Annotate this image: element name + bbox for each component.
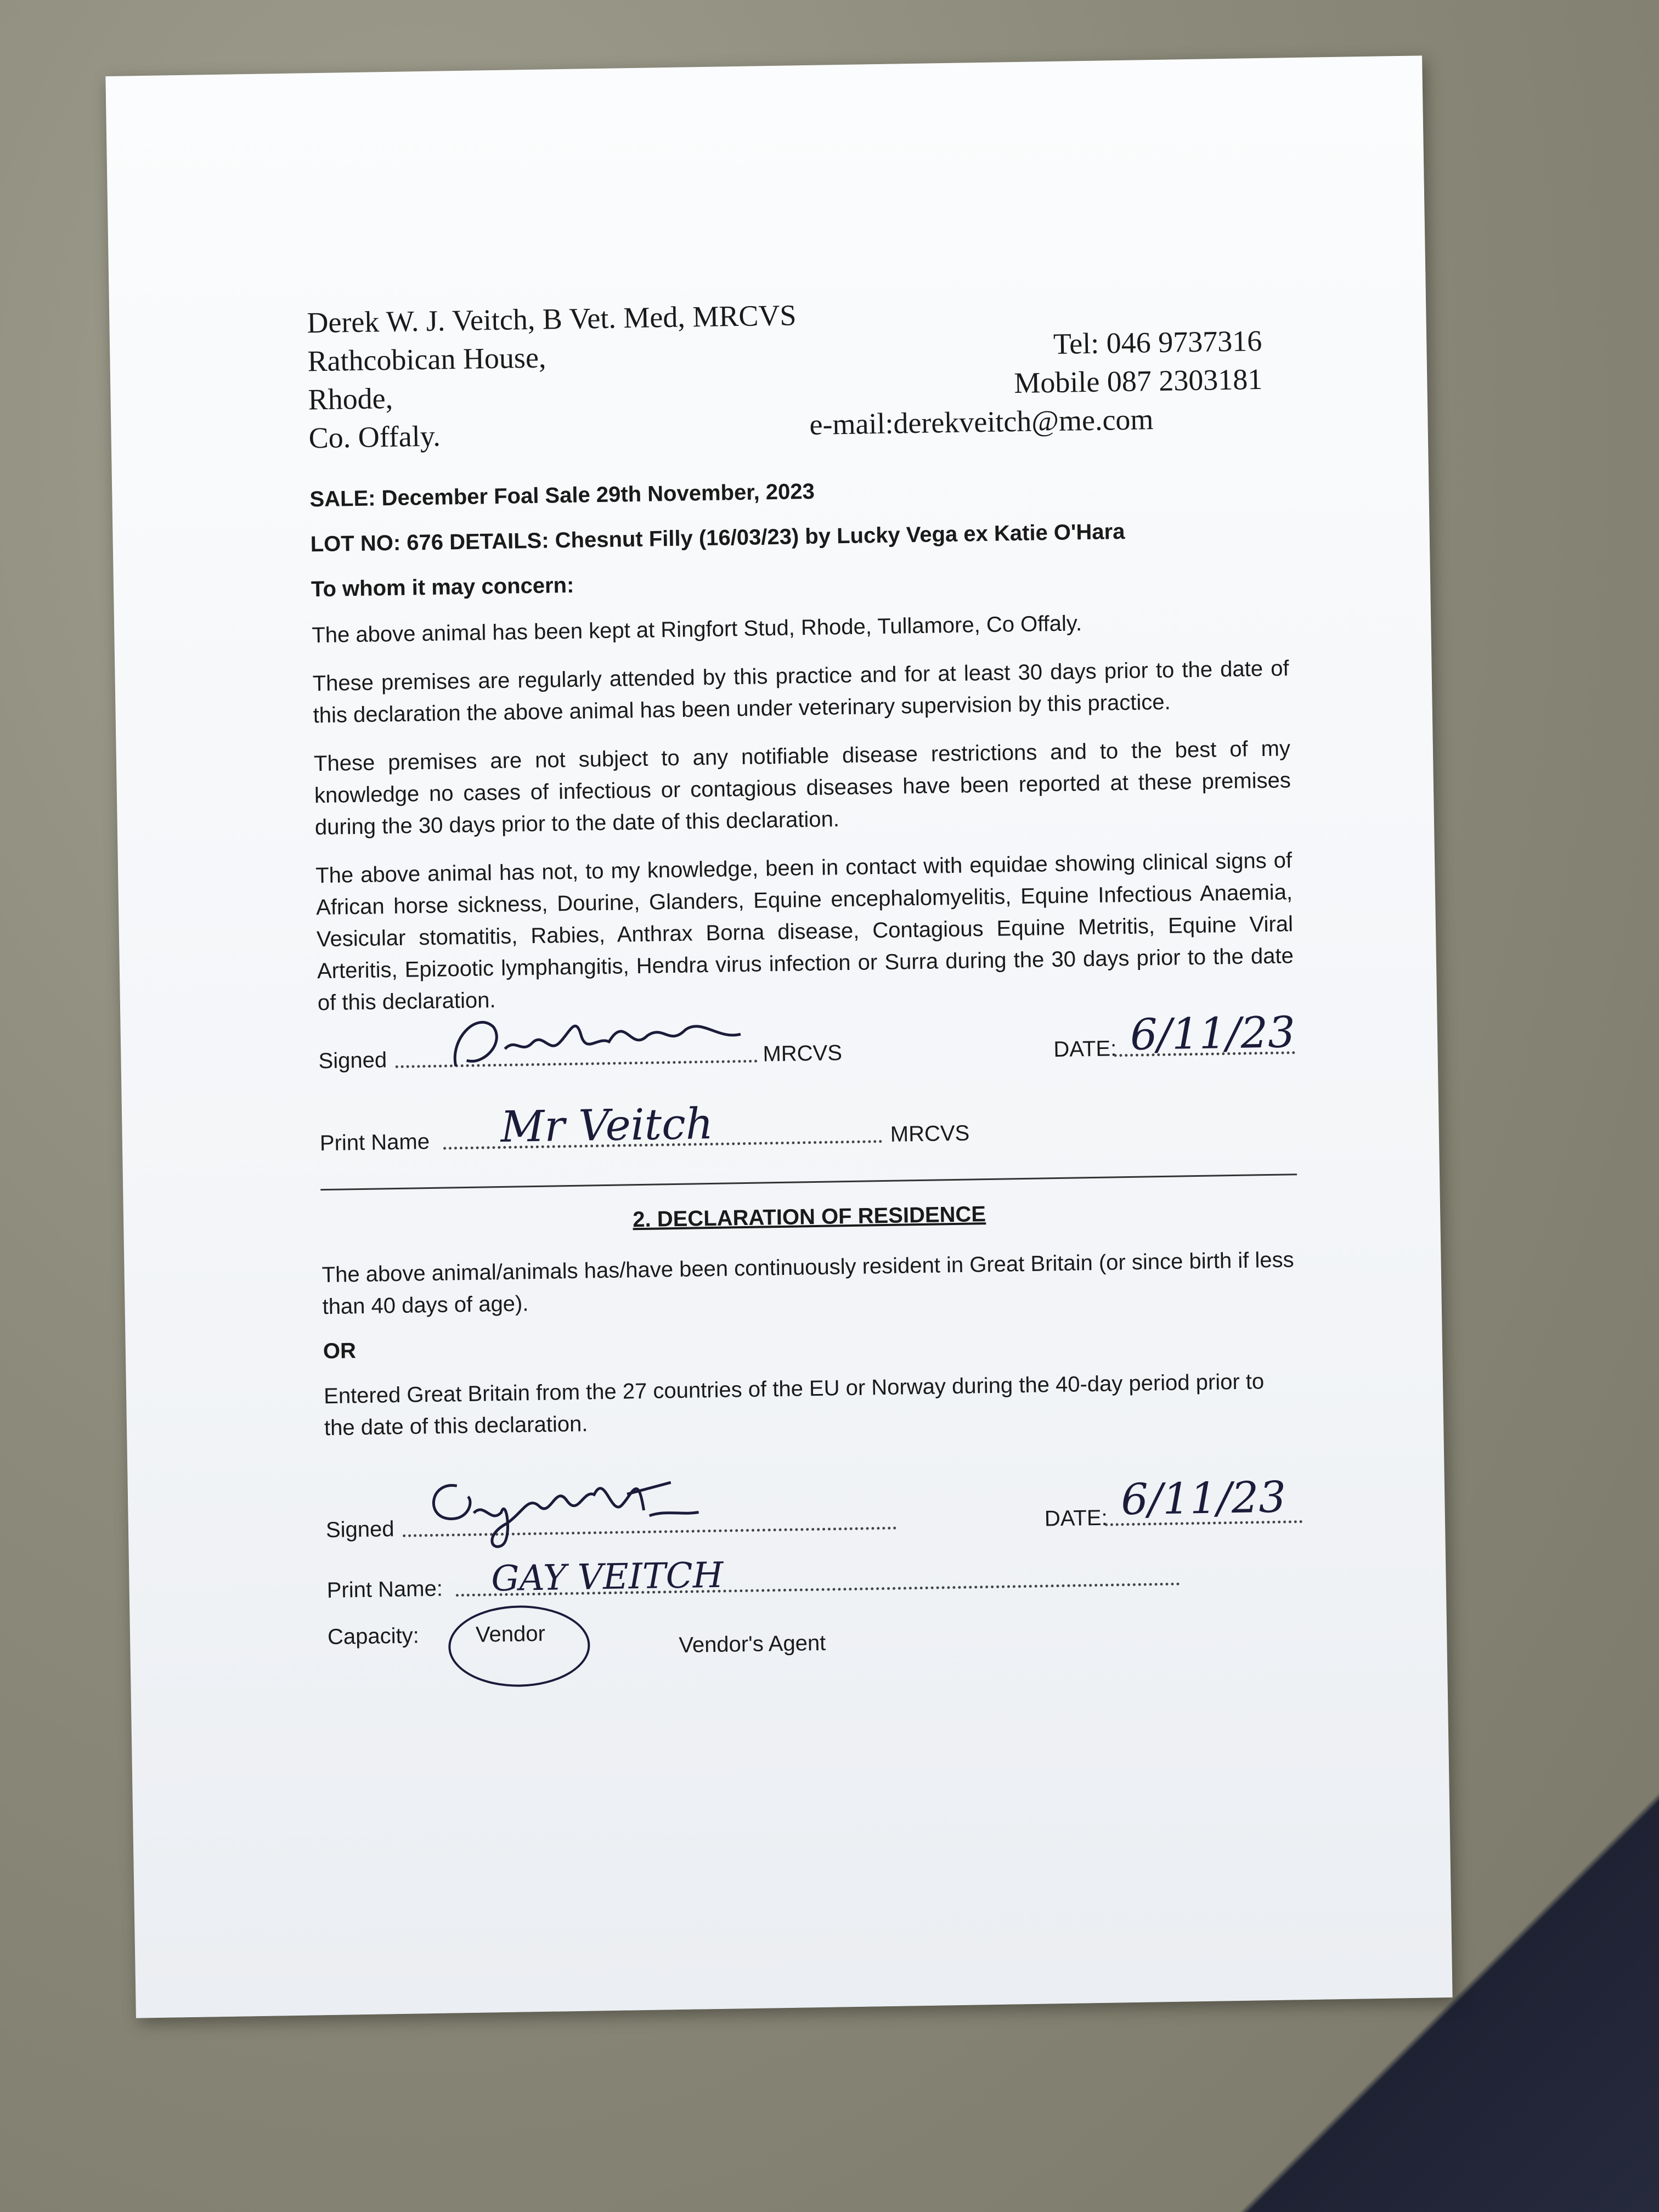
vet-name: Derek W. J. Veitch, B Vet. Med, MRCVS	[306, 298, 797, 340]
letterhead	[307, 288, 1286, 484]
date-label: DATE:	[1053, 1036, 1117, 1062]
address-line-2: Rhode,	[308, 381, 393, 416]
signed-label: Signed	[318, 1048, 387, 1074]
residence-or: OR	[323, 1339, 357, 1364]
print-mrcvs-label: MRCVS	[890, 1121, 970, 1147]
sale-line: SALE: December Foal Sale 29th November, 2023	[309, 479, 815, 512]
document-page	[105, 55, 1452, 2018]
paragraph-supervision: These premises are regularly attended by this practice and for at least 30 days prior to the date of this declaration the above animal has been under veterinary supervision by this practice.	[312, 656, 1289, 728]
address-line-1: Rathcobican House,	[307, 341, 546, 378]
vet-date-value: 6/11/23	[1130, 1008, 1296, 1060]
residence-print-name-label: Print Name:	[326, 1576, 443, 1603]
lot-line: LOT NO: 676 DETAILS: Chesnut Filly (16/03/23) by Lucky Vega ex Katie O'Hara	[310, 519, 1125, 557]
section-divider	[320, 1173, 1297, 1190]
mrcvs-label: MRCVS	[763, 1041, 843, 1066]
letterhead-address	[307, 295, 857, 458]
telephone: Tel: 046 9737316	[1053, 324, 1262, 360]
capacity-label: Capacity:	[327, 1623, 420, 1650]
document-content	[307, 288, 1305, 1691]
paragraph-diseases: The above animal has not, to my knowledge, been in contact with equidae showing clinical signs of African horse sickness, Dourine, Glanders, Equine encephalomyelitis, Equine Infectious Anaemia, Vesicular stomatitis, Rabies, Anthrax Borna disease, Contagious Equine Metritis, Equine Viral Arteritis, Epizootic lymphangitis, Hendra virus infection or Surra during the 30 days prior to the date of this declaration.	[315, 848, 1294, 1015]
capacity-line	[327, 1599, 1305, 1691]
salutation: To whom it may concern:	[311, 573, 574, 602]
residence-paragraph-2: Entered Great Britain from the 27 countries of the EU or Norway during the 40-day period prior to the date of this declaration.	[323, 1369, 1265, 1441]
paragraph-restrictions: These premises are not subject to any notifiable disease restrictions and to the best of my knowledge no cases of infectious or contagious diseases have been reported at these premises during the 30 days prior to the date of this declaration.	[313, 736, 1291, 840]
vet-print-name-line	[319, 1069, 1296, 1167]
residence-paragraph-1: The above animal/animals has/have been continuously resident in Great Britain (or since birth if less than 40 days of age).	[321, 1248, 1294, 1319]
capacity-option-agent: Vendor's Agent	[679, 1630, 826, 1658]
residence-date-label: DATE:	[1044, 1505, 1108, 1531]
residence-date-value: 6/11/23	[1120, 1472, 1286, 1525]
residence-signature-line	[325, 1451, 1302, 1554]
vendor-signature-icon	[418, 1460, 704, 1552]
residence-print-name-value: GAY VEITCH	[490, 1555, 724, 1600]
email: e-mail:derekveitch@me.com	[809, 403, 1154, 441]
address-line-3: Co. Offaly.	[308, 419, 441, 455]
capacity-option-vendor: Vendor	[475, 1621, 546, 1647]
vet-signature-icon	[444, 1001, 752, 1077]
residence-title: 2. DECLARATION OF RESIDENCE	[632, 1202, 986, 1232]
print-name-label: Print Name	[319, 1130, 430, 1156]
vet-print-name-value: Mr Veitch	[500, 1099, 714, 1152]
paragraph-kept: The above animal has been kept at Ringfort Stud, Rhode, Tullamore, Co Offaly.	[312, 611, 1082, 648]
residence-signed-label: Signed	[325, 1517, 394, 1543]
letterhead-contact	[809, 321, 1263, 442]
mobile: Mobile 087 2303181	[1013, 363, 1263, 400]
